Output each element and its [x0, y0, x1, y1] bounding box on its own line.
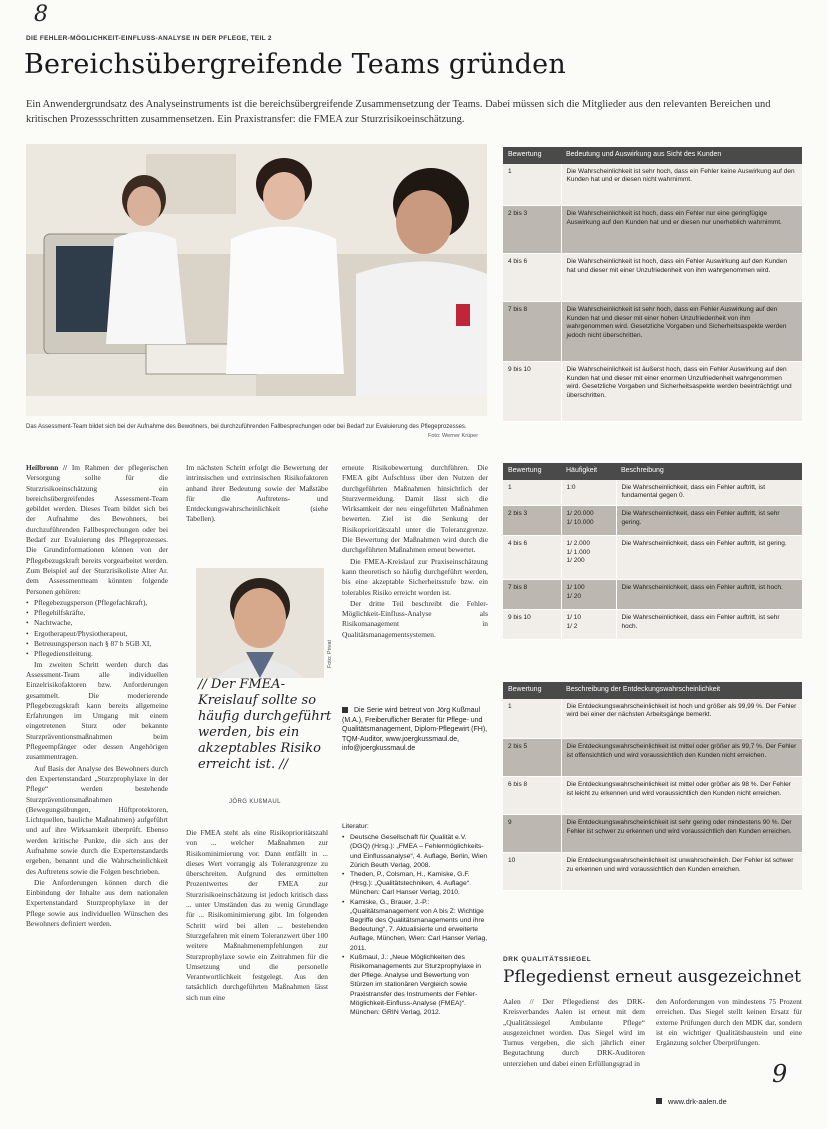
table-row [503, 853, 802, 891]
literature-item: • Kamiske, G., Brauer, J.-P.: „Qualitätsmanagement von A bis Z: Wichtige Begriffe des Qualitätsmanagements und ihre Bedeutung“, 7. Aktualisierte und erweiterte Auflage, München, Wien: Carl Hanser Verlag, 2011. [342, 898, 488, 953]
severity-description: Die Wahrscheinlichkeit ist hoch, dass ein Fehler Auswirkung auf den Kunden hat und dieser mit einer Unzufriedenheit von ihm wahrgenommen wird. [561, 254, 802, 302]
detection-table [503, 682, 802, 891]
severity-description: Die Wahrscheinlichkeit ist hoch, dass ein Fehler nur eine geringfügige Auswirkung auf den Kunden hat und er diesen nur unerheblich wahrnimmt. [561, 206, 802, 254]
severity-rating: 1 [503, 164, 561, 206]
detection-rating: 9 [503, 815, 561, 853]
article-paragraph: Die Anforderungen können durch die Einbindung der Inhalte aus dem nationalen Expertenstandard Sturzprophylaxe in der Pflege sowie aus individuellen Wünschen des Bewohners definiert werden. [26, 877, 168, 929]
drk-kicker: DRK QUALITÄTSSIEGEL [503, 956, 592, 963]
table-row [503, 739, 802, 777]
detection-rating: 10 [503, 853, 561, 891]
severity-table [503, 147, 802, 422]
severity-description: Die Wahrscheinlichkeit ist sehr hoch, dass ein Fehler keine Auswirkung auf den Kunden hat und er diesen nicht wahrnimmt. [561, 164, 802, 206]
photo-caption: Das Assessment-Team bildet sich bei der Aufnahme des Bewohners, bei durchzuführenden Fallbesprechungen oder bei Bedarf zur Evaluierung des Pflegeprozesses. [26, 424, 467, 430]
severity-description: Die Wahrscheinlichkeit ist äußerst hoch, dass ein Fehler Auswirkung auf den Kunden hat und dieser mit einer enormen Unzufriedenheit wahrgenommen wird. Gesetzliche Vorgaben und Sicherheitsaspekte werden beeinträchtigt und überschritten. [561, 362, 802, 422]
occurrence-rating: 7 bis 8 [503, 580, 561, 610]
series-kicker: DIE FEHLER-MÖGLICHKEIT-EINFLUSS-ANALYSE IN DER PFLEGE, TEIL 2 [26, 35, 272, 42]
team-photo-illustration [26, 144, 487, 416]
occurrence-header-description: Beschreibung [616, 463, 802, 480]
occurrence-header-frequency: Häufigkeit [561, 463, 616, 480]
occurrence-description: Die Wahrscheinlichkeit, dass ein Fehler auftritt, ist sehr hoch. [616, 610, 802, 640]
series-info-box [342, 706, 488, 754]
detection-header-rating: Bewertung [503, 682, 561, 699]
occurrence-rating: 9 bis 10 [503, 610, 561, 640]
severity-rating: 4 bis 6 [503, 254, 561, 302]
occurrence-description: Die Wahrscheinlichkeit, dass ein Fehler auftritt, ist hoch. [616, 580, 802, 610]
photo-credit: Foto: Werner Krüper [428, 433, 479, 439]
detection-description: Die Entdeckungswahrscheinlichkeit ist hoch und größer als 99,99 %. Der Fehler wird bei einer der nächsten Arbeitsgänge bemerkt. [561, 699, 802, 739]
article-column-2-bottom: Die FMEA steht als eine Risikoprioritätszahl von ... welcher Maßnahmen zur Risikominimierung vor. Dann entfällt in ... dieses Wert vorrangig als Toleranzgrenze zu überschreiten. Aufgrund des ermittelten Prozentwertes der FMEA zur Sturzrisikoeinschätzung ist jedoch kritisch dass ... unter Umständen das zu wenig Grundlage für ... Risikominimierung gibt. Im folgenden Schritt wird bei allen ... bestehenden Sturzgefahren mit einem Toleranzwert über 100 weitere Maßnahmenempfehlungen zur Sturzprophylaxe sowie ein Zeitrahmen für die Umsetzung und die personelle Verantwortlichkeit festgelegt. Aus den tatsächlich durchgeführten Maßnahmen lässt sich nun eine [186, 828, 328, 1002]
table-row [503, 302, 802, 362]
literature-item: • Theden, P., Colsman, H., Kamiske, G.F. (Hrsg.): „Qualitätstechniken, 4. Auflage“. München: Carl Hanser Verlag, 2010. [342, 870, 488, 898]
detection-description: Die Entdeckungswahrscheinlichkeit ist mittel oder größer als 98 %. Der Fehler ist leicht zu erkennen und wird voraussichtlich den Kunden nicht erreichen. [561, 777, 802, 815]
literature-heading: Literatur: [342, 823, 369, 830]
bullet-square-icon [342, 707, 348, 713]
severity-description: Die Wahrscheinlichkeit ist sehr hoch, dass ein Fehler Auswirkung auf den Kunden hat und dieser mit einer hohen Unzufriedenheit von ihm wahrgenommen wird. Gesetzliche Vorgaben und Sicherheitsaspekte werden jedoch nicht überschritten. [561, 302, 802, 362]
dateline: Heilbronn // [26, 463, 68, 472]
article-paragraph: Auf Basis der Analyse des Bewohners durch den Expertenstandard „Sturzprophylaxe in der Pflege“ werden bestehende Sturzpräventionsmaßnahmen (Bewegungsübungen, Hüftprotektoren, Lichtquellen, bauliche Maßnahmen) aufgeführt und auf ihre Wirksamkeit überprüft. Ebenso werden kritische Punkte, die sich aus der Aufnahme sowie durch die Expertenstandards ergeben, benannt und die Wahrscheinlichkeit des Auftretens sowie die Folgen beschrieben. [26, 763, 168, 876]
bullet-square-icon [656, 1098, 662, 1104]
occurrence-description: Die Wahrscheinlichkeit, dass ein Fehler auftritt, ist gering. [616, 536, 802, 580]
detection-rating: 1 [503, 699, 561, 739]
severity-rating: 9 bis 10 [503, 362, 561, 422]
table-row [503, 206, 802, 254]
drk-link[interactable] [656, 1097, 727, 1106]
series-info-text [342, 706, 488, 754]
list-item: • Nachtwache, [26, 618, 168, 628]
article-title: Bereichsübergreifende Teams gründen [24, 49, 566, 80]
table-row [503, 362, 802, 422]
article-column-2-top: Im nächsten Schritt erfolgt die Bewertung der intrinsischen und extrinsischen Risikofaktoren anhand ihrer Bedeutung sowie der Maßstäbe für die Auftretens- und Entdeckungswahrscheinlichkeit (siehe Tabellen). [186, 463, 328, 524]
pull-quote: // Der FMEA-Kreislauf sollte so häufig durchgeführt werden, bis ein akzeptables Risiko erreicht ist. // [198, 677, 332, 772]
paragraph-text: Im Rahmen der pflegerischen Versorgung sollte für die Sturzrisikoeinschätzung ein bereichsübergreifendes Assessment-Team gebildet werden. Dieses Team bildet sich bei der Aufnahme des Bewohners, bei durchzuführenden Fallbesprechungen oder bei Bedarf zur Evaluierung des Pflegeprozesses. Die Grundinformationen können von der Pflegebezugskraft bereits vorgearbeitet werden. Zum Beispiel auf der Sturzrisikoliste Alter Ar. dem Assessmentteam könnten folgende Personen gehören: [26, 463, 168, 596]
table-row [503, 506, 802, 536]
occurrence-description: Die Wahrscheinlichkeit, dass ein Fehler auftritt, ist sehr gering. [616, 506, 802, 536]
occurrence-description: Die Wahrscheinlichkeit, dass ein Fehler auftritt, ist fundamental gegen 0. [616, 480, 802, 506]
handwritten-page-number: 9 [772, 1060, 788, 1088]
table-row [503, 254, 802, 302]
severity-header-rating: Bewertung [503, 147, 561, 164]
table-row [503, 815, 802, 853]
portrait-credit: Foto: Privat [327, 640, 333, 669]
occurrence-frequency: 1/ 20.000 1/ 10.000 [561, 506, 616, 536]
article-paragraph: Die FMEA-Kreislauf zur Praxiseinschätzung kann theoretisch so häufig durchgeführt werden, bis eine akzeptable Sicherheitsstufe bzw. ein tolerables Risiko erreicht worden ist. [342, 556, 488, 597]
occurrence-rating: 1 [503, 480, 561, 506]
list-item: • Ergotherapeut/Physiotherapeut, [26, 629, 168, 639]
series-info-body: Die Serie wird betreut von Jörg Kußmaul (M.A.), Freiberuflicher Berater für Pflege- und Qualitätsmanagement, Diplom-Pflegewirt (FH), TQM-Auditor, www.joergkussmaul.de, info@joergkussmaul.de [342, 707, 488, 753]
list-item: • Pflegebezugsperson (Pflegefachkraft), [26, 598, 168, 608]
article-paragraph [26, 463, 168, 597]
literature-list [342, 822, 488, 1017]
team-members-list [26, 598, 168, 660]
occurrence-frequency: 1/ 2.000 1/ 1.000 1/ 200 [561, 536, 616, 580]
severity-rating: 2 bis 3 [503, 206, 561, 254]
team-photo [26, 144, 487, 416]
table-row [503, 610, 802, 640]
occurrence-rating: 2 bis 3 [503, 506, 561, 536]
author-portrait-illustration [196, 568, 324, 678]
article-paragraph: Im zweiten Schritt werden durch das Assessment-Team alle individuellen Einzelrisikofaktoren bzw. Anforderungen gesammelt. Die moderierende Pflegebezugskraft kann bereits allgemeine Erfahrungen im Umgang mit einem eingetretenen Sturz oder bekannte Sturzpräventionsmaßnahmen beim Pflegeempfänger oder dessen Angehörigen zusammentragen. [26, 659, 168, 762]
table-row [503, 580, 802, 610]
quote-author: JÖRG KUßMAUL [229, 799, 281, 805]
drk-link-text[interactable]: www.drk-aalen.de [668, 1097, 727, 1106]
table-row [503, 699, 802, 739]
occurrence-table [503, 463, 802, 640]
detection-header-description: Beschreibung der Entdeckungswahrscheinlichkeit [561, 682, 802, 699]
article-lead: Ein Anwendergrundsatz des Analyseinstruments ist die bereichsübergreifende Zusammensetzung der Teams. Dabei müssen sich die Mitglieder aus den relevanten Bereichen und kritischen Prozessschritten zusammensetzen. Ein Praxistransfer: die FMEA zur Sturzrisikoeinschätzung. [26, 99, 771, 125]
drk-column-1: Aalen // Der Pflegedienst des DRK-Kreisverbandes Aalen ist erneut mit dem „Qualitätssiegel Ambulante Pflege“ ausgezeichnet worden. Das Siegel wird im Turnus vergeben, die sich jährlich einer Begutachtung durch DRK-Auditoren unterziehen und dabei einen Erfüllungsgrad in [503, 997, 645, 1068]
article-column-1 [26, 463, 168, 1111]
literature-item: • Deutsche Gesellschaft für Qualität e.V. (DGQ) (Hrsg.): „FMEA – Fehlermöglichkeits- und Einflussanalyse“, 4. Auflage, Berlin, Wien Zürich Beuth Verlag, 2008. [342, 833, 488, 870]
author-portrait [196, 568, 324, 678]
table-row [503, 777, 802, 815]
occurrence-rating: 4 bis 6 [503, 536, 561, 580]
occurrence-header-rating: Bewertung [503, 463, 561, 480]
handwritten-page-mark: 8 [34, 2, 48, 27]
drk-title: Pflegedienst erneut ausgezeichnet [503, 967, 801, 987]
detection-rating: 6 bis 8 [503, 777, 561, 815]
occurrence-frequency: 1/ 100 1/ 20 [561, 580, 616, 610]
drk-column-2: den Anforderungen von mindestens 75 Prozent erreichen. Das Siegel stellt keinen Ersatz für externe Prüfungen durch den MDK dar, sondern ist ein wichtiger Qualitätsbaustein und eine Ergänzung solcher Überprüfungen. [656, 997, 802, 1048]
table-row [503, 480, 802, 506]
occurrence-frequency: 1:0 [561, 480, 616, 506]
occurrence-frequency: 1/ 10 1/ 2 [561, 610, 616, 640]
list-item: • Pflegehilfskräfte, [26, 608, 168, 618]
article-paragraph: Der dritte Teil beschreibt die Fehler-Möglichkeit-Einfluss-Analyse als Risikomanagement in Qualitätsmanagementsystemen. [342, 598, 488, 639]
table-row [503, 164, 802, 206]
detection-description: Die Entdeckungswahrscheinlichkeit ist unwahrscheinlich. Der Fehler ist schwer zu erkennen und wird voraussichtlich den Kunden erreichen. [561, 853, 802, 891]
table-row [503, 536, 802, 580]
article-column-3 [342, 463, 488, 703]
literature-item: • Kußmaul, J.: „Neue Möglichkeiten des Risikomanagements zur Sturzprophylaxe in der Pflege. Analyse und Bewertung von Stürzen im stationären Vergleich sowie Praxistransfer des Instruments der Fehler-Möglichkeit-Einfluss-Analyse (FMEA)“. München: GRIN Verlag, 2012. [342, 953, 488, 1017]
severity-rating: 7 bis 8 [503, 302, 561, 362]
list-item: • Pflegedienstleitung. [26, 649, 168, 659]
article-paragraph: erneute Risikobewertung durchführen. Die FMEA gibt Aufschluss über den Nutzen der durchgeführten Maßnahmen hinsichtlich der Sturzvermeidung. Damit lässt sich die Wirksamkeit der neu eingeführten Maßnahmen bewerten. Ziel ist die Senkung der Risikoprioritätszahl unter die Toleranzgrenze. Die Bewertung der Maßnahmen wird durch die durchgeführten Maßnahmen erneut bewertet. [342, 463, 488, 555]
severity-header-meaning: Bedeutung und Auswirkung aus Sicht des Kunden [561, 147, 802, 164]
list-item: • Betreuungsperson nach § 87 b SGB XI, [26, 639, 168, 649]
detection-rating: 2 bis 5 [503, 739, 561, 777]
detection-description: Die Entdeckungswahrscheinlichkeit ist sehr gering oder mindestens 90 %. Der Fehler ist schwer zu erkennen und wird voraussichtlich den Kunden erreichen. [561, 815, 802, 853]
detection-description: Die Entdeckungswahrscheinlichkeit ist mittel oder größer als 99,7 %. Der Fehler ist offensichtlich und wird voraussichtlich den Kunden nicht erreichen. [561, 739, 802, 777]
